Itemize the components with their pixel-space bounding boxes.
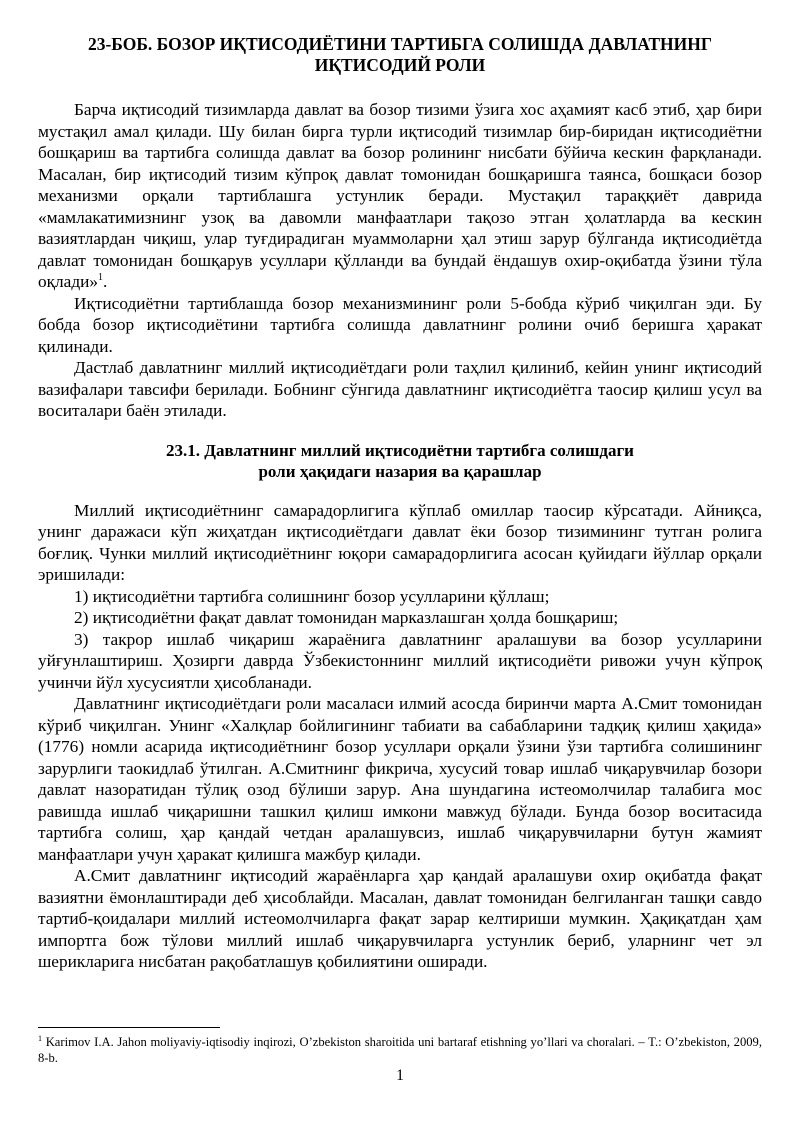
chapter-title [38, 34, 762, 76]
footnote-citation: Karimov I.A. Jahon moliyaviy-iqtisodiy inqirozi, O’zbekiston sharoitida uni bartaraf etishning yo’llari va choralari. – T.: O’zbekiston, 2009, 8-b. [38, 1035, 762, 1065]
chapter-title-line-1: 23-БОБ. БОЗОР ИҚТИСОДИЁТИНИ ТАРТИБГА СОЛИШДА ДАВЛАТНИНГ [87, 34, 713, 54]
footnote-area [38, 1027, 762, 1066]
footnote-divider [38, 1027, 220, 1028]
intro-paragraph-3: Дастлаб давлатнинг миллий иқтисодиётдаги роли таҳлил қилиниб, кейин унинг иқтисодий вазифалари тавсифи берилади. Бобнинг сўнгида давлатнинг иқтисодиётга таосир қилиш усул ва воситалари баён этилади. [38, 358, 762, 420]
list-item-3: 3) такрор ишлаб чиқариш жараёнига давлатнинг аралашуви ва бозор усулларини уйғунлаштириш. Ҳозирги даврда Ўзбекистоннинг миллий иқтисодиёти ривожи учун кўпроқ учинчи йўл хусусиятли ҳисобланади. [38, 629, 762, 692]
page-number: 1 [396, 1067, 404, 1084]
list-item-2: 2) иқтисодиётни фақат давлат томонидан марказлашган ҳолда бошқариш; [74, 608, 619, 627]
intro-paragraph-2: Иқтисодиётни тартиблашда бозор механизмининг роли 5-бобда кўриб чиқилган эди. Бу бобда бозор иқтисодиётини тартибга солишда давлатнинг ролини очиб беришга ҳаракат қилинади. [38, 293, 762, 356]
page-content [38, 34, 762, 973]
intro-paragraph-1-text: Барча иқтисодий тизимларда давлат ва бозор тизими ўзига хос аҳамият касб этиб, ҳар бири мустақил амал қилади. Шу билан бирга турли иқтисодий тизимлар бир-биридан иқтисодиётни бошқариш ва тартибга солишда давлат ва бозор ролининг нисбати бўйича кескин фарқланади. Масалан, бир иқтисодий тизим кўпроқ давлат томонидан бошқаришга таянса, бошқаси бозор механизми орқали тартиблашга устунлик беради. Мустақил тараққиёт даврида «мамлакатимизнинг узоқ ва давомли манфаатлари тақозо этган ҳолатларда ва кескин вазиятлардан чиқиш, улар туғдирадиган муаммоларни ҳал этиш зарур бўлганда иқтисодиётда давлат томонидан бошқарув усуллари қўлланди ва бундай ёндашув охир-оқибатда ўзини тўла оқлади» [38, 100, 762, 291]
list-item-1: 1) иқтисодиётни тартибга солишнинг бозор усулларини қўллаш; [74, 586, 550, 606]
section-heading-line-2: роли ҳақидаги назария ва қарашлар [258, 461, 542, 481]
footnote-reference[interactable]: 1 [98, 272, 104, 284]
intro-paragraph-1-tail: . [103, 272, 108, 291]
body-paragraph-1: Миллий иқтисодиётнинг самарадорлигига кўплаб омиллар таосир кўрсатади. Айниқса, унинг даражаси кўп жиҳатдан иқтисодиётдаги давлат ёки бозор тизимининг тутган ролига боғлиқ. Чунки миллий иқтисодиётнинг юқори самарадорлигига асосан қуйидаги йўллар орқали эришилади: [38, 500, 762, 584]
section-heading-line-1: 23.1. Давлатнинг миллий иқтисодиётни тартибга солишдаги [166, 440, 634, 460]
intro-paragraph-1 [38, 99, 762, 293]
body-paragraph-2: Давлатнинг иқтисодиётдаги роли масаласи илмий асосда биринчи марта А.Смит томонидан кўриб чиқилган. Унинг «Халқлар бойлигининг табиати ва сабабларини тадқиқ қилиш ҳақида» (1776) номли асарида иқтисодиётнинг бозор усуллари орқали ўзини ўзи тартибга солишининг зарурлиги таокидлаб ўтилган. А.Смитнинг фикрича, хусусий товар ишлаб чиқарувчилар бозори давлат назоратидан тўлиқ озод бўлиши зарур. Ана шундагина истеомолчилар талабига мос равишда ишлаб чиқаришни ташкил қилиш имкони мавжуд бўлади. Бунда бозор воситасида тартибга солиш, ҳар қандай четдан аралашувсиз, ишлаб чиқарувчиларни бутун жамият манфаатлари учун ҳаракат қилишга мажбур қилади. [38, 694, 762, 864]
footnote-text [38, 1035, 762, 1066]
body-paragraph-3: А.Смит давлатнинг иқтисодий жараёнларга ҳар қандай аралашуви охир оқибатда фақат вазиятни ёмонлаштиради деб ҳисоблайди. Масалан, давлат томонидан белгиланган ташқи савдо тартиб-қоидалари миллий истеомолчиларга фақат зарар келтириши мумкин. Ҳақиқатдан ҳам импортга бож тўлови миллий ишлаб чиқарувчиларга устунлик бериб, уларнинг чет эл шерикларига нисбатан рақобатлашув қобилиятини оширади. [38, 866, 762, 971]
chapter-title-line-2: ИҚТИСОДИЙ РОЛИ [314, 55, 486, 75]
footnote-marker: 1 [38, 1033, 42, 1043]
intro-section [38, 99, 762, 422]
section-heading [38, 440, 762, 482]
section-body [38, 500, 762, 973]
